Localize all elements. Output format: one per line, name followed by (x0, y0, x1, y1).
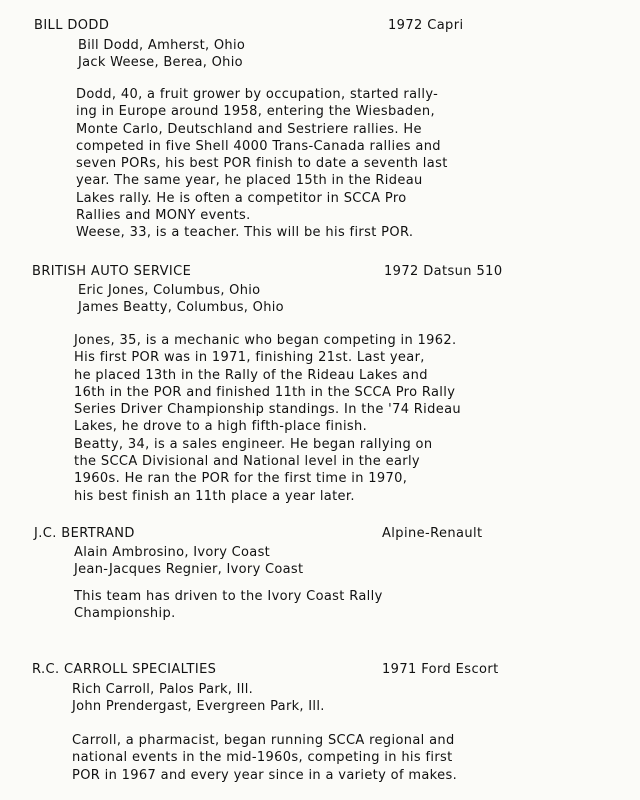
bio-paragraph (72, 732, 612, 784)
driver-line: Rich Carroll, Palos Park, Ill. (72, 682, 254, 697)
bio-line: 1960s. He ran the POR for the first time in 1970, (74, 471, 408, 487)
bio-line: Lakes rally. He is often a competitor in SCCA Pro (76, 190, 407, 206)
bio-line: Beatty, 34, is a sales engineer. He began rallying on (74, 436, 433, 452)
driver-list (72, 681, 640, 715)
entry-header (0, 18, 640, 36)
bio-line: Carroll, a pharmacist, began running SCCA regional and (72, 733, 455, 748)
bio-line: his best finish an 11th place a year later. (74, 488, 355, 504)
driver-line: Alain Ambrosino, Ivory Coast (74, 545, 271, 560)
driver-list (78, 37, 640, 71)
bio-line: POR in 1967 and every year since in a variety of makes. (72, 767, 458, 783)
entry-british-auto-service (0, 264, 640, 505)
bio-line: national events in the mid-1960s, competing in his first (72, 750, 453, 766)
bio-paragraph (74, 332, 614, 505)
bio-line: year. The same year, he placed 15th in the Rideau (76, 173, 423, 189)
team-name: BILL DODD (34, 18, 110, 33)
entry-header (0, 662, 640, 680)
bio-line: Jones, 35, is a mechanic who began competing in 1962. (74, 333, 457, 348)
driver-line: Eric Jones, Columbus, Ohio (78, 283, 261, 298)
bio-line: seven PORs, his best POR finish to date a seventh last (76, 156, 448, 172)
entry-bill-dodd (0, 18, 640, 242)
car-model: Alpine-Renault (382, 526, 483, 541)
car-model: 1972 Capri (388, 18, 464, 33)
car-model: 1972 Datsun 510 (384, 264, 503, 279)
bio-paragraph (74, 588, 614, 623)
bio-paragraph (76, 86, 616, 242)
team-name: BRITISH AUTO SERVICE (32, 264, 192, 279)
bio-line: the SCCA Divisional and National level in the early (74, 454, 420, 470)
driver-line: Jean-Jacques Regnier, Ivory Coast (74, 562, 304, 577)
driver-list (78, 282, 640, 316)
bio-line: Weese, 33, is a teacher. This will be his first POR. (76, 225, 414, 241)
bio-line: competed in five Shell 4000 Trans-Canada rallies and (76, 138, 441, 154)
bio-line: Rallies and MONY events. (76, 208, 251, 224)
bio-line: 16th in the POR and finished 11th in the SCCA Pro Rally (74, 384, 456, 400)
car-model: 1971 Ford Escort (382, 662, 499, 677)
team-name: R.C. CARROLL SPECIALTIES (32, 662, 217, 677)
driver-line: John Prendergast, Evergreen Park, Ill. (72, 699, 325, 714)
driver-line: James Beatty, Columbus, Ohio (78, 300, 284, 315)
entry-header (0, 526, 640, 544)
bio-line: Series Driver Championship standings. In the '74 Rideau (74, 402, 461, 418)
bio-line: he placed 13th in the Rally of the Rideau Lakes and (74, 367, 428, 383)
bio-line: Lakes, he drove to a high fifth-place finish. (74, 419, 368, 435)
team-name: J.C. BERTRAND (34, 526, 135, 541)
entry-jc-bertrand (0, 526, 640, 623)
bio-line: This team has driven to the Ivory Coast Rally (74, 589, 383, 604)
bio-line: Championship. (74, 606, 176, 622)
entry-rc-carroll-specialties (0, 662, 640, 784)
entry-header (0, 264, 640, 282)
bio-line: ing in Europe around 1958, entering the Wiesbaden, (76, 104, 435, 120)
bio-line: Monte Carlo, Deutschland and Sestriere rallies. He (76, 121, 422, 137)
driver-line: Jack Weese, Berea, Ohio (78, 55, 243, 70)
bio-line: Dodd, 40, a fruit grower by occupation, started rally- (76, 87, 439, 102)
driver-list (74, 544, 640, 578)
driver-line: Bill Dodd, Amherst, Ohio (78, 38, 246, 53)
bio-line: His first POR was in 1971, finishing 21st. Last year, (74, 350, 425, 366)
